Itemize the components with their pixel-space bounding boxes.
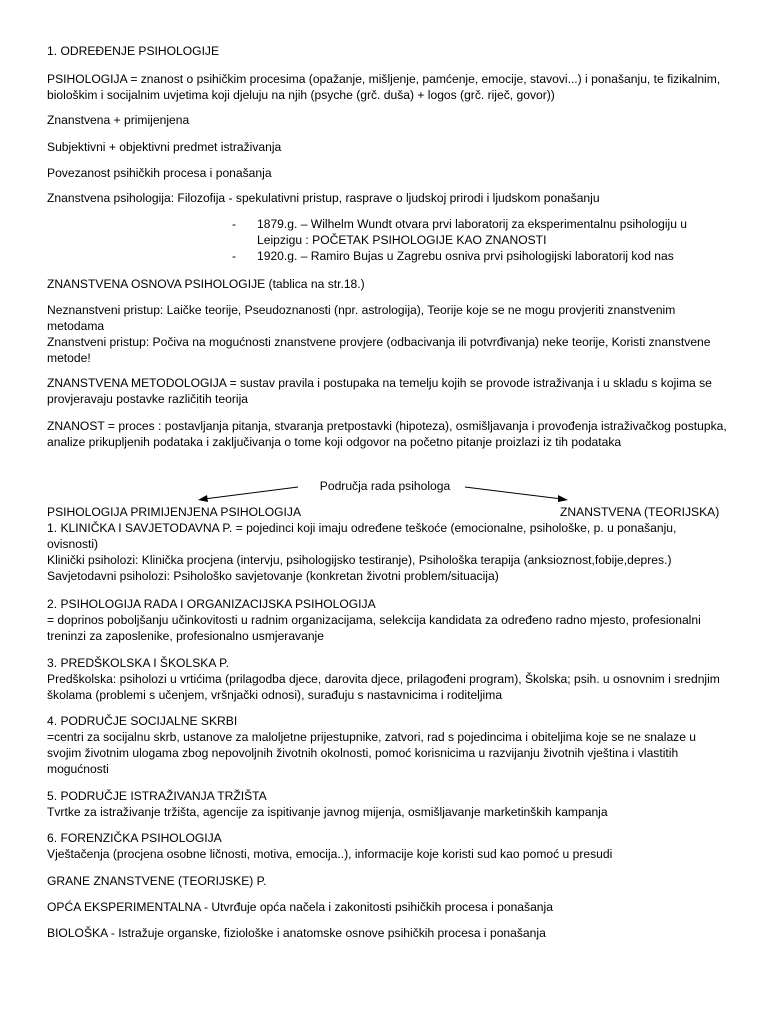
line-filozofija: Znanstvena psihologija: Filozofija - spekulativni pristup, rasprave o ljudskoj prirodi i ljudskom ponašanju [47,191,600,205]
section-predskolska [47,655,727,703]
branch-primijenjena: PSIHOLOGIJA PRIMIJENJENA PSIHOLOGIJA [47,505,302,519]
line-povezanost: Povezanost psihičkih procesa i ponašanja [47,166,272,180]
bullet-dash: - [232,249,237,263]
podrucja-rada-label: Područja rada psihologa [319,479,451,493]
section-trziste [47,788,727,820]
arrow-left-head [198,495,208,502]
section-text: = doprinos poboljšanju učinkovitosti u radnim organizacijama, selekcija kandidata za određeno radno mjesto, profesionalni treninzi za zaposlenike, profesionalno usmjeravanje [47,613,701,643]
line-znanstvena-primijenjena: Znanstvena + primijenjena [47,113,190,127]
section-text: =centri za socijalnu skrb, ustanove za maloljetne prijestupnike, zatvori, rad s pojedincima i obiteljima koje se ne snalaze u svojim životnim ulogama zbog nepovoljnih životnih okolnosti, pomoć korisnicima u razvijanju životnih vještina i vlastitih mogućnosti [47,730,697,776]
klinicka-line: Klinički psiholozi: Klinička procjena (intervju, psihologijsko testiranje), Psihološka terapija (anksioznost,fobije,depres.) [47,553,672,567]
section-socijalna-skrb [47,713,727,777]
history-item-text: 1879.g. – Wilhelm Wundt otvara prvi laboratorij za eksperimentalnu psihologiju u Leipzigu : POČETAK PSIHOLOGIJE KAO ZNANOSTI [257,217,688,247]
arrow-left-line [204,487,298,499]
arrow-right-line [465,487,562,499]
section-text: Predškolska: psiholozi u vrtićima (prilagodba djece, darovita djece, prilagođeni program), Školska; psih. u osnovnim i srednjim školama (problemi s učenjem, vršnjački odnosi), surađuju s nastavnicima i roditeljima [47,672,720,702]
section-heading-osnova: ZNANSTVENA OSNOVA PSIHOLOGIJE (tablica na str.18.) [47,277,365,291]
history-item-bujas [232,248,732,264]
opca-eksperimentalna: OPĆA EKSPERIMENTALNA - Utvrđuje opća načela i zakonitosti psihičkih procesa i ponašanja [47,900,553,914]
section-title: 4. PODRUČJE SOCIJALNE SKRBI [47,714,238,728]
section-text: Vještačenja (procjena osobne ličnosti, motiva, emocija..), informacije koje koristi sud kao pomoć u presudi [47,847,613,861]
znanstveni-pristup: Znanstveni pristup: Počiva na mogućnosti znanstvene provjere (odbacivanja ili potvrđivanja) neke teorije, Koristi znanstvene metode! [47,335,711,365]
znanost-definition: ZNANOST = proces : postavljanja pitanja, stvaranja pretpostavki (hipoteza), osmišljavanja i provođenja istraživačkog postupka, analize prikupljenih podataka i zaključivanja o tome koji odgovor na početno pitanje proizlazi iz tih podataka [47,419,727,449]
grane-heading: GRANE ZNANSTVENE (TEORIJSKE) P. [47,874,267,888]
section-klinicka [47,520,727,584]
section-heading-odredjenje: 1. ODREĐENJE PSIHOLOGIJE [47,44,220,58]
klinicka-title: 1. KLINIČKA I SAVJETODAVNA P. = pojedinci koji imaju određene teškoće (emocionalne, psihološke, p. u ponašanju, ovisnosti) [47,521,677,551]
line-subjektivni-objektivni: Subjektivni + objektivni predmet istraživanja [47,140,282,154]
znanstvena-metodologija: ZNANSTVENA METODOLOGIJA = sustav pravila i postupaka na temelju kojih se provode istraživanja i u skladu s kojima se provjeravaju postavke različitih teorija [47,376,712,406]
section-title: 3. PREDŠKOLSKA I ŠKOLSKA P. [47,656,229,670]
bullet-dash: - [232,217,237,231]
section-text: Tvrtke za istraživanje tržišta, agencije za ispitivanje javnog mijenja, osmišljavanje marketinških kampanja [47,805,608,819]
section-title: 5. PODRUČJE ISTRAŽIVANJA TRŽIŠTA [47,789,267,803]
section-title: 2. PSIHOLOGIJA RADA I ORGANIZACIJSKA PSIHOLOGIJA [47,597,376,611]
section-rad-organizacijska [47,596,727,644]
section-title: 6. FORENZIČKA PSIHOLOGIJA [47,831,222,845]
neznanstveni-pristup: Neznanstveni pristup: Laičke teorije, Pseudoznanosti (npr. astrologija), Teorije koje se ne mogu provjeriti znanstvenim metodama [47,303,676,333]
psychology-definition: PSIHOLOGIJA = znanost o psihičkim procesima (opažanje, mišljenje, pamćenje, emocije, stavovi...) i ponašanju, te fizikalnim, biološkim i socijalnim uvjetima koji djeluju na njih (psyche (grč. duša) + logos (grč. riječ, govor)) [47,72,721,102]
arrow-right-head [558,495,568,502]
history-item-wundt [232,216,732,248]
section-forenzicka [47,830,727,862]
branch-znanstvena: ZNANSTVENA (TEORIJSKA) [560,505,720,519]
bioloska: BIOLOŠKA - Istražuje organske, fiziološke i anatomske osnove psihičkih procesa i ponašanja [47,926,546,940]
savjetodavna-line: Savjetodavni psiholozi: Psihološko savjetovanje (konkretan životni problem/situacija) [47,569,499,583]
history-list [232,216,732,264]
history-item-text: 1920.g. – Ramiro Bujas u Zagrebu osniva prvi psihologijski laboratorij kod nas [257,249,674,263]
